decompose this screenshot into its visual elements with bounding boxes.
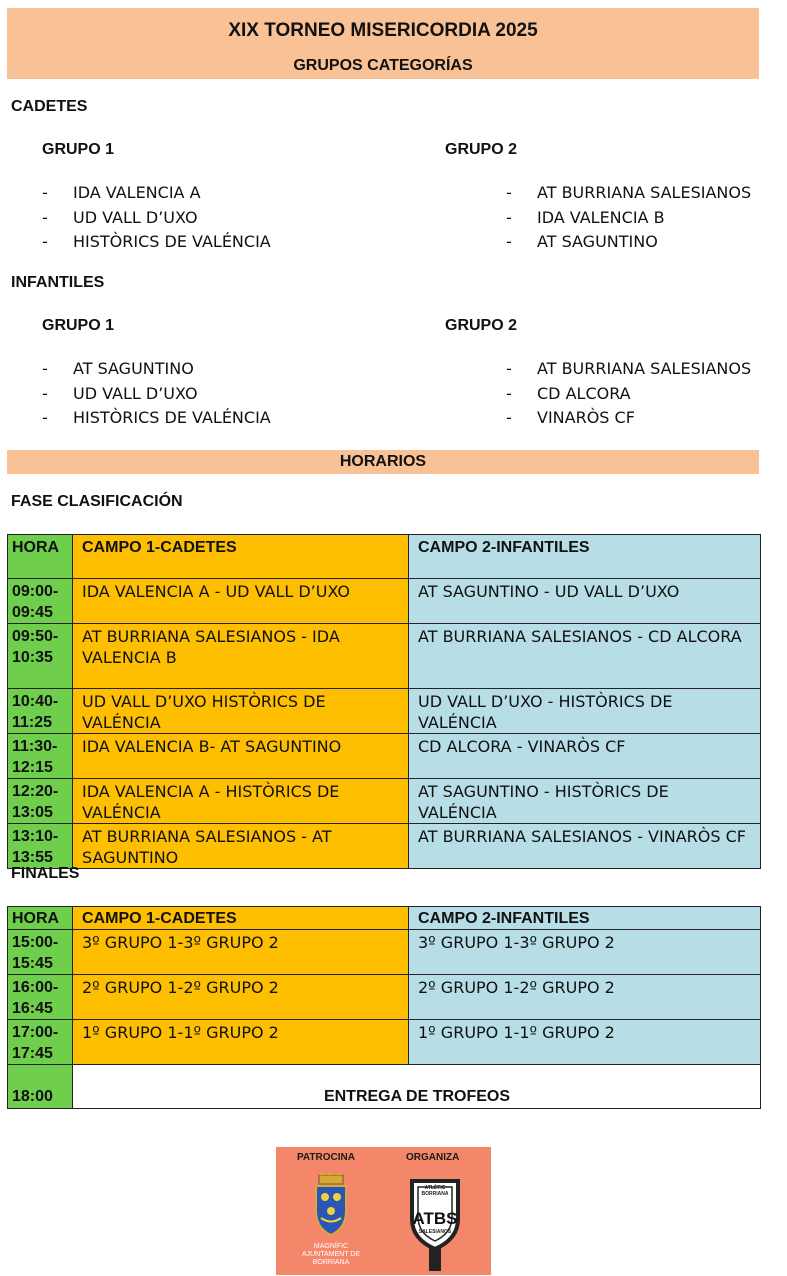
table-row [8,779,761,824]
horarios-heading: HORARIOS [7,450,759,474]
cadetes-group1-list [42,183,382,257]
list-item: - UD VALL D’UXO [42,207,198,227]
hora-cell: 16:00-16:45 [8,975,73,1020]
ajuntament-text: MAGNÍFIC AJUNTAMENT DE BORRIANA [301,1243,361,1266]
hora-cell: 18:00 [8,1065,73,1109]
list-item: - AT BURRIANA SALESIANOS [506,359,752,378]
table-row [8,579,761,624]
ajuntament-borriana-logo [310,1173,352,1237]
infantiles-heading: INFANTILES [11,274,105,291]
infantiles-group1-heading: GRUPO 1 [42,317,115,334]
fase-clasificacion-table [7,534,761,869]
atbs-top-text: ATLÈTIC BORRIANA [421,1185,449,1197]
campo1-cell: IDA VALENCIA B- AT SAGUNTINO [73,734,409,779]
hora-cell: 15:00-15:45 [8,930,73,975]
header-campo1: CAMPO 1-CADETES [73,535,409,579]
campo1-cell: 3º GRUPO 1-3º GRUPO 2 [73,930,409,975]
cadetes-group2-heading: GRUPO 2 [445,141,518,158]
atbs-bottom-text: SALESIANOS [418,1229,452,1235]
table-row [8,975,761,1020]
campo1-cell: IDA VALENCIA A - HISTÒRICS DE VALÉNCIA [73,779,409,824]
trophy-ceremony-label: ENTREGA DE TROFEOS [73,1065,761,1109]
list-item: - AT SAGUNTINO [506,232,658,251]
header-campo1: CAMPO 1-CADETES [73,907,409,930]
hora-cell: 17:00-17:45 [8,1020,73,1065]
hora-cell: 12:20-13:05 [8,779,73,824]
table-row [8,824,761,869]
header-hora: HORA [8,535,73,579]
page-title: XIX TORNEO MISERICORDIA 2025 [228,20,538,41]
patrocina-label: PATROCINA [297,1152,355,1163]
table-row [8,1020,761,1065]
hora-cell: 09:00-09:45 [8,579,73,624]
table-header-row [8,907,761,930]
fase-clasificacion-heading: FASE CLASIFICACIÓN [11,493,183,510]
infantiles-group2-list [506,359,776,433]
finales-heading: FINALES [11,865,80,882]
list-item: - IDA VALENCIA A [42,183,201,202]
campo2-cell: 2º GRUPO 1-2º GRUPO 2 [409,975,761,1020]
atbs-logo-text: ATBS [412,1209,458,1228]
list-item: - VINARÒS CF [506,408,635,427]
table-header-row [8,535,761,579]
campo2-cell: AT BURRIANA SALESIANOS - CD ALCORA [409,624,761,689]
list-item: - AT BURRIANA SALESIANOS [506,183,752,202]
hora-cell: 13:10-13:55 [8,824,73,869]
table-row [8,624,761,689]
infantiles-group2-heading: GRUPO 2 [445,317,518,334]
list-item: - UD VALL D’UXO [42,383,198,403]
list-item: - CD ALCORA [506,383,631,403]
cadetes-heading: CADETES [11,98,88,115]
table-row [8,734,761,779]
trophy-row [8,1065,761,1109]
campo1-cell: UD VALL D’UXO HISTÒRICS DE VALÉNCIA [73,689,409,734]
list-item: - HISTÒRICS DE VALÉNCIA [42,408,271,427]
sponsors-banner [276,1147,491,1275]
campo1-cell: 2º GRUPO 1-2º GRUPO 2 [73,975,409,1020]
campo2-cell: 3º GRUPO 1-3º GRUPO 2 [409,930,761,975]
header-hora: HORA [8,907,73,930]
hora-cell: 10:40-11:25 [8,689,73,734]
table-row [8,930,761,975]
infantiles-group1-list [42,359,382,433]
hora-cell: 11:30-12:15 [8,734,73,779]
campo1-cell: AT BURRIANA SALESIANOS - AT SAGUNTINO [73,824,409,869]
list-item: - IDA VALENCIA B [506,207,665,227]
cadetes-group2-list [506,183,776,257]
campo2-cell: CD ALCORA - VINARÒS CF [409,734,761,779]
campo2-cell: AT SAGUNTINO - HISTÒRICS DE VALÉNCIA [409,779,761,824]
campo1-cell: AT BURRIANA SALESIANOS - IDA VALENCIA B [73,624,409,689]
campo1-cell: IDA VALENCIA A - UD VALL D’UXO [73,579,409,624]
campo2-cell: UD VALL D’UXO - HISTÒRICS DE VALÉNCIA [409,689,761,734]
campo2-cell: 1º GRUPO 1-1º GRUPO 2 [409,1020,761,1065]
header-campo2: CAMPO 2-INFANTILES [409,907,761,930]
campo1-cell: 1º GRUPO 1-1º GRUPO 2 [73,1020,409,1065]
campo2-cell: AT SAGUNTINO - UD VALL D’UXO [409,579,761,624]
page-subtitle: GRUPOS CATEGORÍAS [293,57,473,74]
cadetes-group1-heading: GRUPO 1 [42,141,115,158]
list-item: - HISTÒRICS DE VALÉNCIA [42,232,271,251]
header-campo2: CAMPO 2-INFANTILES [409,535,761,579]
table-row [8,689,761,734]
organiza-label: ORGANIZA [406,1152,460,1163]
hora-cell: 09:50-10:35 [8,624,73,689]
header-band [7,8,759,79]
finales-table [7,906,761,1109]
campo2-cell: AT BURRIANA SALESIANOS - VINARÒS CF [409,824,761,869]
list-item: - AT SAGUNTINO [42,359,194,378]
